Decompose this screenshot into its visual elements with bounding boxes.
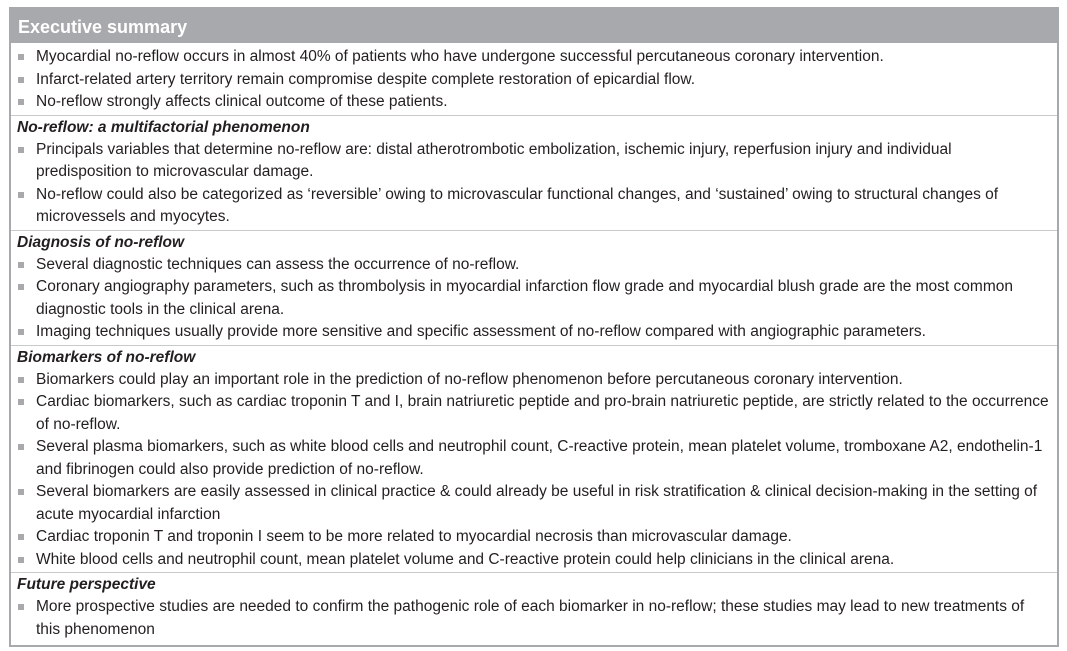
bullet-item: Cardiac biomarkers, such as cardiac troponin T and I, brain natriuretic peptide and pro-brain natriuretic peptide, are strictly related to the occurrence of no-reflow. [11,391,1057,436]
summary-section [11,572,1057,642]
bullet-list [11,139,1057,229]
bullet-item: Coronary angiography parameters, such as thrombolysis in myocardial infarction flow grade and myocardial blush grade are the most common diagnostic tools in the clinical arena. [11,276,1057,321]
summary-section [11,43,1057,115]
bullet-item: No-reflow strongly affects clinical outcome of these patients. [11,91,1057,114]
summary-title: Executive summary [11,9,1057,43]
bullet-item: Myocardial no-reflow occurs in almost 40% of patients who have undergone successful percutaneous coronary intervention. [11,46,1057,69]
bullet-list [11,46,1057,114]
bullet-item: Several biomarkers are easily assessed in clinical practice & could already be useful in risk stratification & clinical decision-making in the setting of acute myocardial infarction [11,481,1057,526]
bullet-list [11,369,1057,572]
bullet-item: Imaging techniques usually provide more sensitive and specific assessment of no-reflow compared with angiographic parameters. [11,321,1057,344]
summary-section [11,345,1057,573]
bullet-item: Biomarkers could play an important role in the prediction of no-reflow phenomenon before percutaneous coronary intervention. [11,369,1057,392]
summary-sections [11,43,1057,642]
bullet-list [11,254,1057,344]
bullet-item: Several plasma biomarkers, such as white blood cells and neutrophil count, C-reactive protein, mean platelet volume, tromboxane A2, endothelin-1 and fibrinogen could also provide prediction of no-reflow. [11,436,1057,481]
executive-summary-box [9,7,1059,647]
bullet-item: Principals variables that determine no-reflow are: distal atherotrombotic embolization, ischemic injury, reperfusion injury and individual predisposition to microvascular damage. [11,139,1057,184]
summary-section [11,115,1057,230]
section-heading: Future perspective [17,576,156,593]
bullet-item: Infarct-related artery territory remain compromise despite complete restoration of epicardial flow. [11,69,1057,92]
section-heading: Diagnosis of no-reflow [17,233,185,251]
bullet-list [11,596,1057,641]
bullet-item: Several diagnostic techniques can assess the occurrence of no-reflow. [11,254,1057,277]
bullet-item: More prospective studies are needed to confirm the pathogenic role of each biomarker in no-reflow; these studies may lead to new treatments of this phenomenon [11,596,1057,641]
bullet-item: White blood cells and neutrophil count, mean platelet volume and C-reactive protein could help clinicians in the clinical arena. [11,549,1057,572]
bullet-item: Cardiac troponin T and troponin I seem to be more related to myocardial necrosis than microvascular damage. [11,526,1057,549]
section-heading: Biomarkers of no-reflow [17,348,196,366]
summary-section [11,230,1057,345]
bullet-item: No-reflow could also be categorized as ‘reversible’ owing to microvascular functional changes, and ‘sustained’ owing to structural changes of microvessels and myocytes. [11,184,1057,229]
section-heading: No-reflow: a multifactorial phenomenon [17,118,310,136]
